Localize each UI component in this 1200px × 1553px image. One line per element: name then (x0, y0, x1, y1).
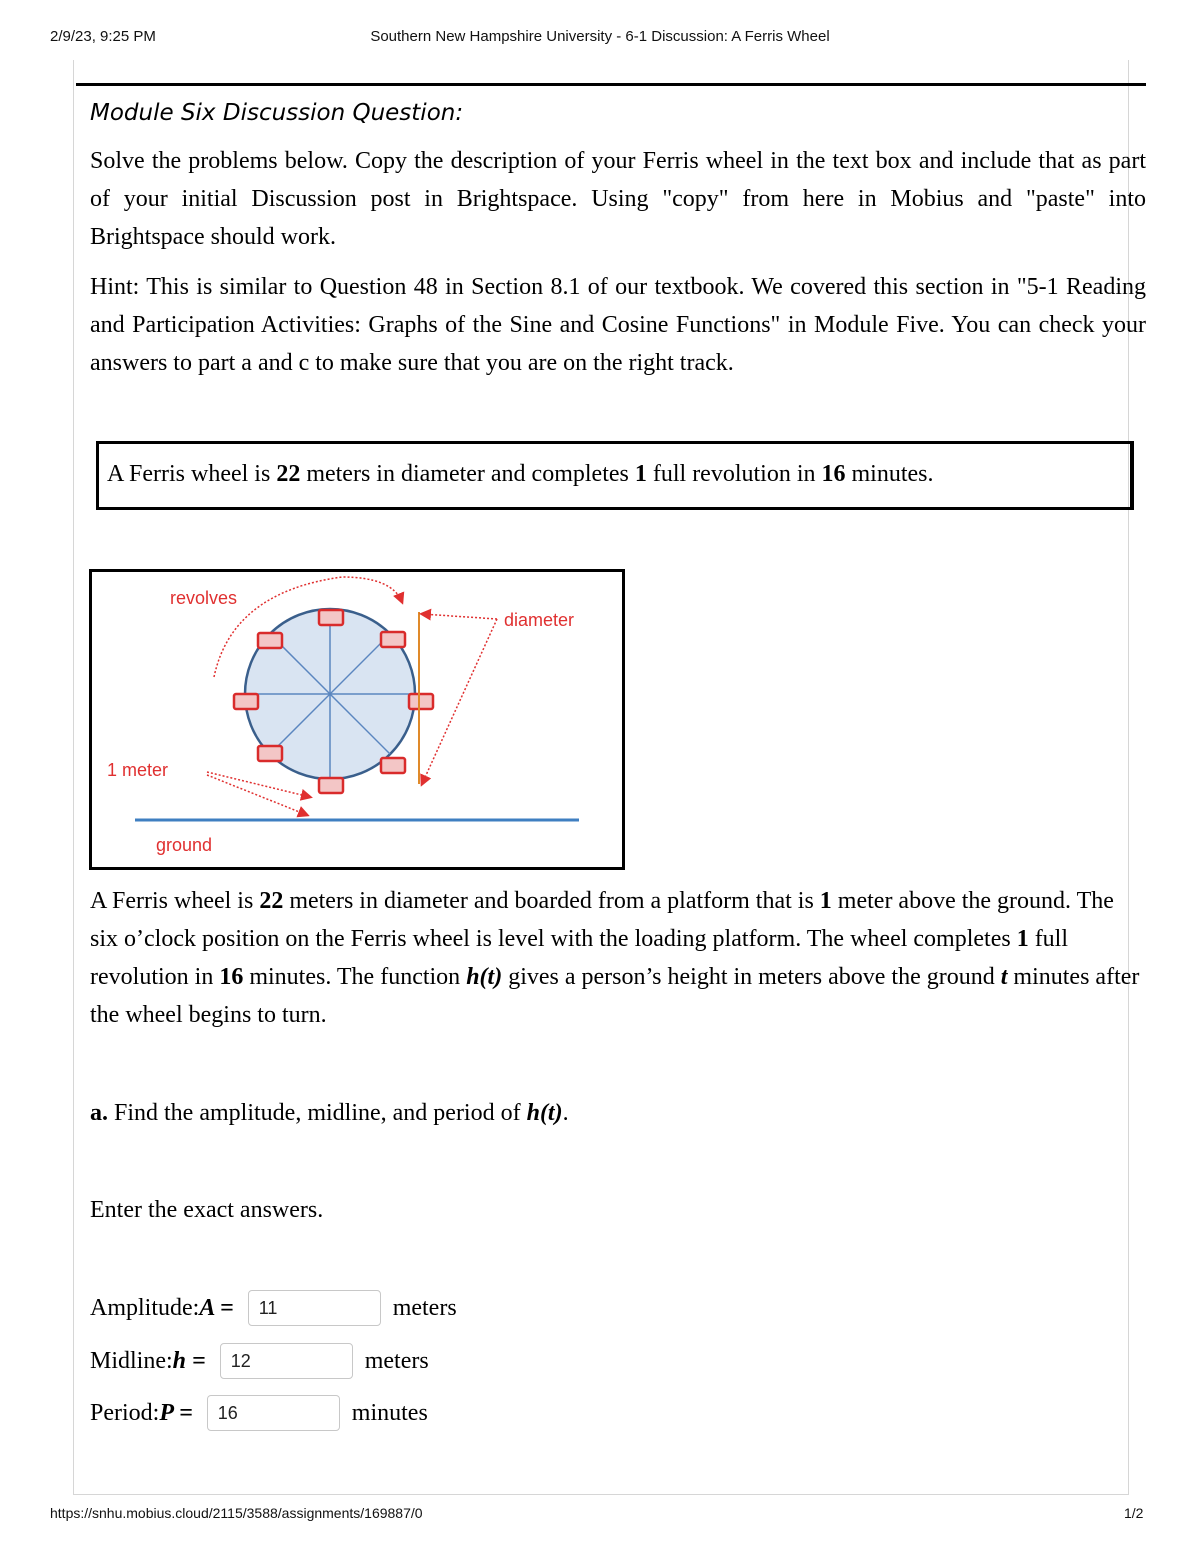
footer-page-number: 1/2 (1124, 1505, 1144, 1521)
amplitude-row (90, 1288, 457, 1328)
midline-symbol: h = (172, 1347, 206, 1374)
meter-arrow-1 (207, 772, 310, 797)
ferris-description-text: A Ferris wheel is 22 meters in diameter and completes 1 full revolution in 16 minutes. (107, 461, 934, 487)
hint-paragraph: Hint: This is similar to Question 48 in Section 8.1 of our textbook. We covered this section in "5-1 Reading and Participation Activities: Graphs of the Sine and Cosine Functions" in Module Five. You can check your answers to part a and c to make sure that you are on the right track. (90, 274, 1146, 376)
frame-left-border (73, 60, 74, 1495)
period-row (90, 1393, 428, 1433)
amplitude-symbol: A = (199, 1294, 234, 1321)
page-title: Southern New Hampshire University - 6-1 Discussion: A Ferris Wheel (370, 28, 830, 45)
meter-arrow-2 (207, 775, 307, 815)
period-symbol: P = (159, 1399, 193, 1426)
module-title: Module Six Discussion Question: (90, 100, 464, 126)
period-label: Period: (90, 1399, 160, 1426)
period-unit: minutes (351, 1399, 428, 1426)
ground-label: ground (156, 835, 213, 855)
midline-row (90, 1341, 429, 1381)
ferris-wheel-diagram (89, 569, 625, 870)
print-date: 2/9/23, 9:25 PM (50, 28, 156, 45)
amplitude-unit: meters (392, 1294, 457, 1321)
diameter-arrow-top (422, 614, 497, 619)
top-divider (76, 83, 1146, 86)
enter-exact-instruction: Enter the exact answers. (90, 1197, 324, 1223)
midline-unit: meters (364, 1347, 429, 1374)
ferris-wheel-svg (92, 572, 622, 867)
one-meter-label: 1 meter (107, 760, 169, 780)
period-input[interactable] (207, 1395, 340, 1431)
footer-url: https://snhu.mobius.cloud/2115/3588/assignments/169887/0 (50, 1505, 423, 1521)
amplitude-label: Amplitude: (90, 1294, 200, 1321)
midline-label: Midline: (90, 1347, 173, 1374)
intro-paragraph: Solve the problems below. Copy the description of your Ferris wheel in the text box and include that as part of your initial Discussion post in Brightspace. Using "copy" from here in Mobius and "paste" into Brightspace should work. (90, 148, 1146, 250)
part-a-question: a. Find the amplitude, midline, and period of h(t). (90, 1100, 569, 1126)
ferris-description-box[interactable] (96, 441, 1134, 510)
midline-input[interactable] (220, 1343, 353, 1379)
frame-bottom-border (73, 1494, 1129, 1495)
problem-paragraph: A Ferris wheel is 22 meters in diameter and boarded from a platform that is 1 meter above the ground. The six o’clock position on the Ferris wheel is level with the loading platform. The wheel completes 1 full revolution in 16 minutes. The function h(t) gives a person’s height in meters above the ground t minutes after the wheel begins to turn. (90, 888, 1140, 1028)
diameter-label: diameter (504, 610, 575, 630)
revolves-label: revolves (170, 588, 238, 608)
amplitude-input[interactable] (248, 1290, 381, 1326)
